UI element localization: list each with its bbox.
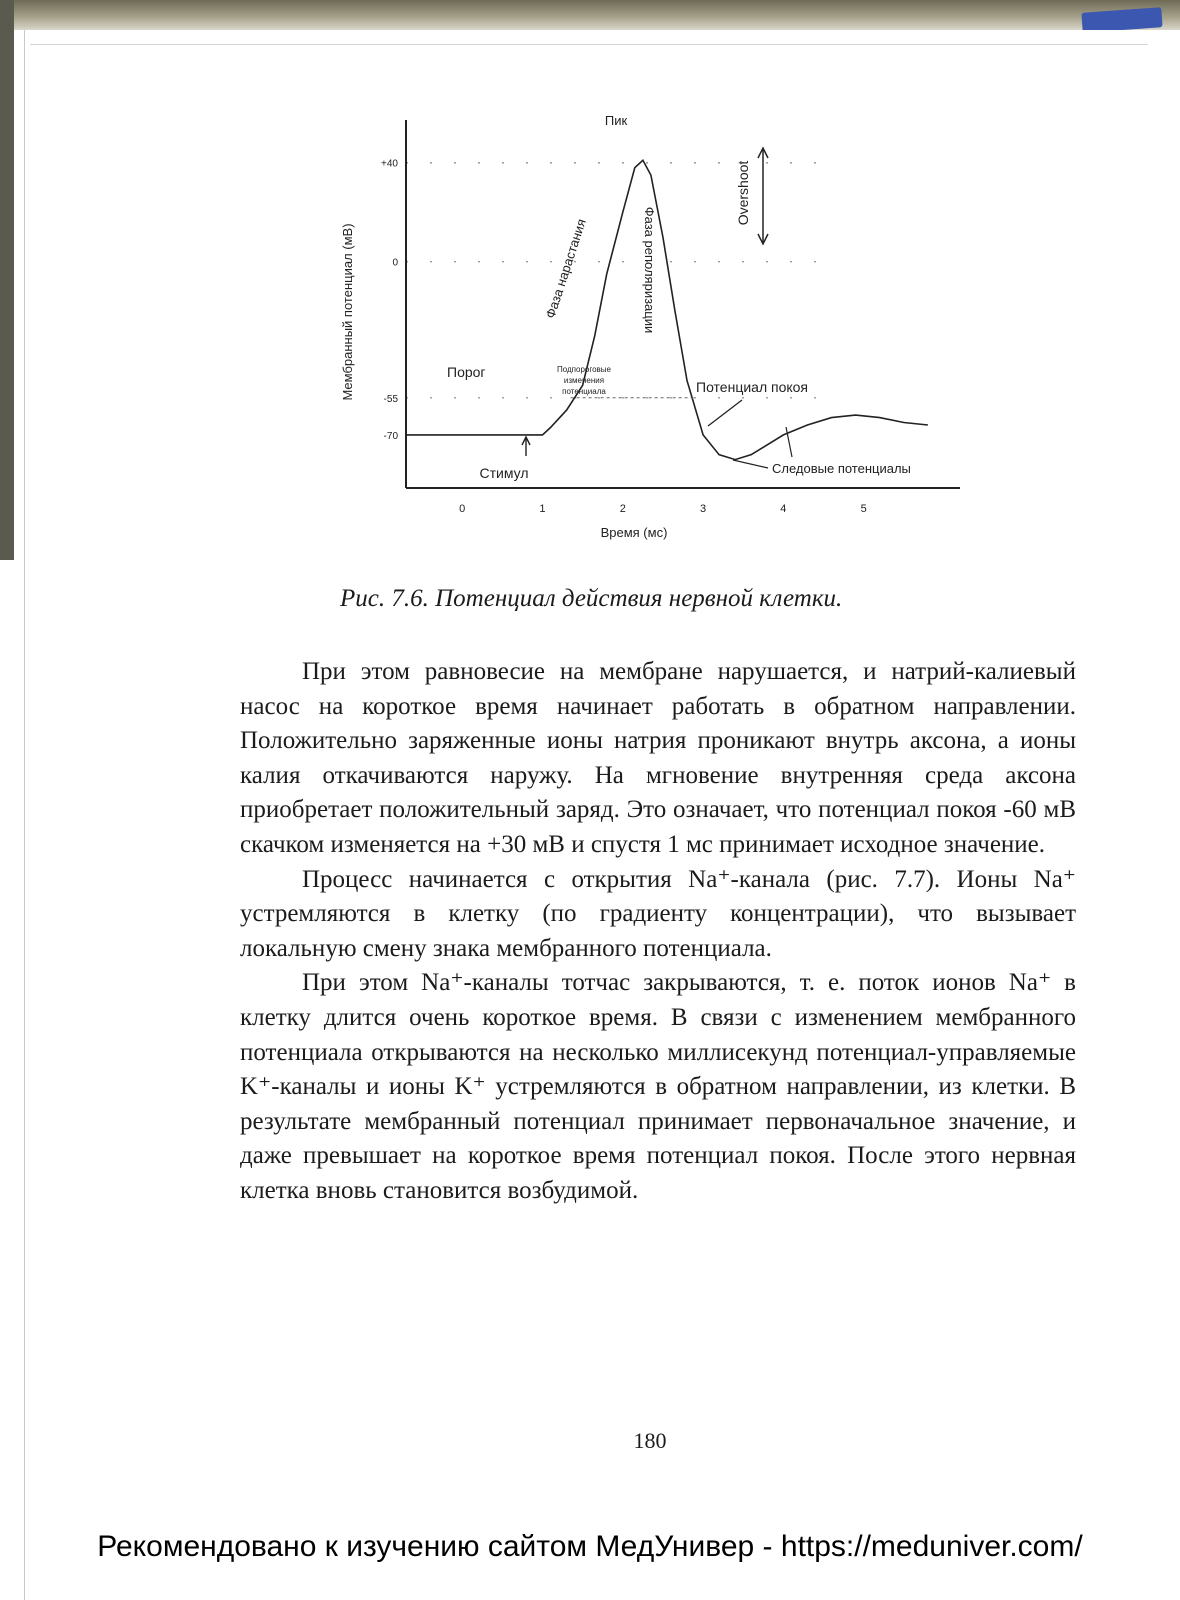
overshoot-label: Overshoot — [735, 160, 751, 226]
action-potential-chart — [340, 100, 980, 560]
footer-link[interactable]: Рекомендовано к изучению сайтом МедУнивер - https://meduniver.com/ — [97, 1530, 1083, 1563]
paragraph-2: Процесс начинается с открытия Na⁺-канала (рис. 7.7). Ионы Na⁺ устремляются в клетку (по градиенту концентрации), что вызывает локальную смену знака мембранного потенциала. — [240, 865, 1076, 962]
x-tick-label: 2 — [619, 503, 626, 515]
x-tick-label: 0 — [459, 503, 466, 515]
x-tick-label: 3 — [700, 503, 707, 515]
y-tick-label: 0 — [392, 257, 398, 269]
reference-lines — [406, 160, 830, 398]
figure-caption: Рис. 7.6. Потенциал действия нервной клетки. — [340, 585, 843, 612]
paragraph-1: При этом равновесие на мембране нарушается, и натрий-калиевый насос на короткое время начинает работать в обратном направлении. Положительно заряженные ионы натрия проникают внутрь аксона, а ионы калия откачиваются наружу. На мгновение внутренняя среда аксона приобретает положительный заряд. Это означает, что потенциал покоя -60 мВ скачком изменяется на +30 мВ и спустя 1 мс принимает исходное значение. — [240, 658, 1076, 858]
local-potential-label-2: изменения — [563, 376, 605, 385]
page-stack-line — [30, 44, 1148, 45]
page-number: 180 — [633, 1428, 667, 1453]
x-tick-label: 1 — [539, 503, 546, 515]
y-tick-label: -55 — [383, 393, 398, 405]
afterpotentials-pointer — [733, 460, 768, 468]
resting-potential-pointer — [708, 400, 742, 426]
local-potential-label-3: потенциала — [562, 387, 606, 396]
y-tick-labels — [381, 159, 398, 442]
x-axis-label: Время (мс) — [600, 525, 668, 540]
x-tick-label: 5 — [860, 503, 867, 515]
y-tick-label: +40 — [381, 158, 398, 170]
paragraph-3: При этом Na⁺-каналы тотчас закрываются, т. е. поток ионов Na⁺ в клетку длится очень короткое время. В связи с изменением мембранного потенциала открываются на несколько миллисекунд потенциал-управляемые K⁺-каналы и ионы K⁺ устремляются в обратном направлении, из клетки. В результате мембранный потенциал принимает первоначальное значение, и даже превышает на короткое время потенциал покоя. После этого нервная клетка вновь становится возбудимой. — [240, 969, 1076, 1204]
repolarization-phase-label: Фаза реполяризации — [642, 206, 657, 334]
stimulus-label: Стимул — [479, 465, 529, 481]
action-potential-figure — [340, 100, 980, 560]
action-potential-curve — [406, 160, 928, 459]
scan-left-edge — [0, 0, 14, 560]
y-tick-label: -70 — [383, 430, 398, 442]
afterpotentials-label: Следовые потенциалы — [772, 461, 911, 476]
scan-top-edge — [0, 0, 1180, 30]
local-potential-label-1: Подпороговые — [556, 365, 612, 374]
stimulus-arrow — [522, 437, 530, 456]
x-tick-labels — [459, 503, 867, 515]
y-axis-label: Мембранный потенциал (мВ) — [340, 223, 355, 401]
resting-potential-label: Потенциал покоя — [696, 379, 809, 395]
peak-label: Пик — [604, 113, 628, 128]
x-tick-label: 4 — [780, 503, 787, 515]
rising-phase-label: Фаза нарастания — [542, 216, 589, 321]
body-text — [240, 655, 1076, 1209]
threshold-label: Порог — [447, 364, 486, 380]
